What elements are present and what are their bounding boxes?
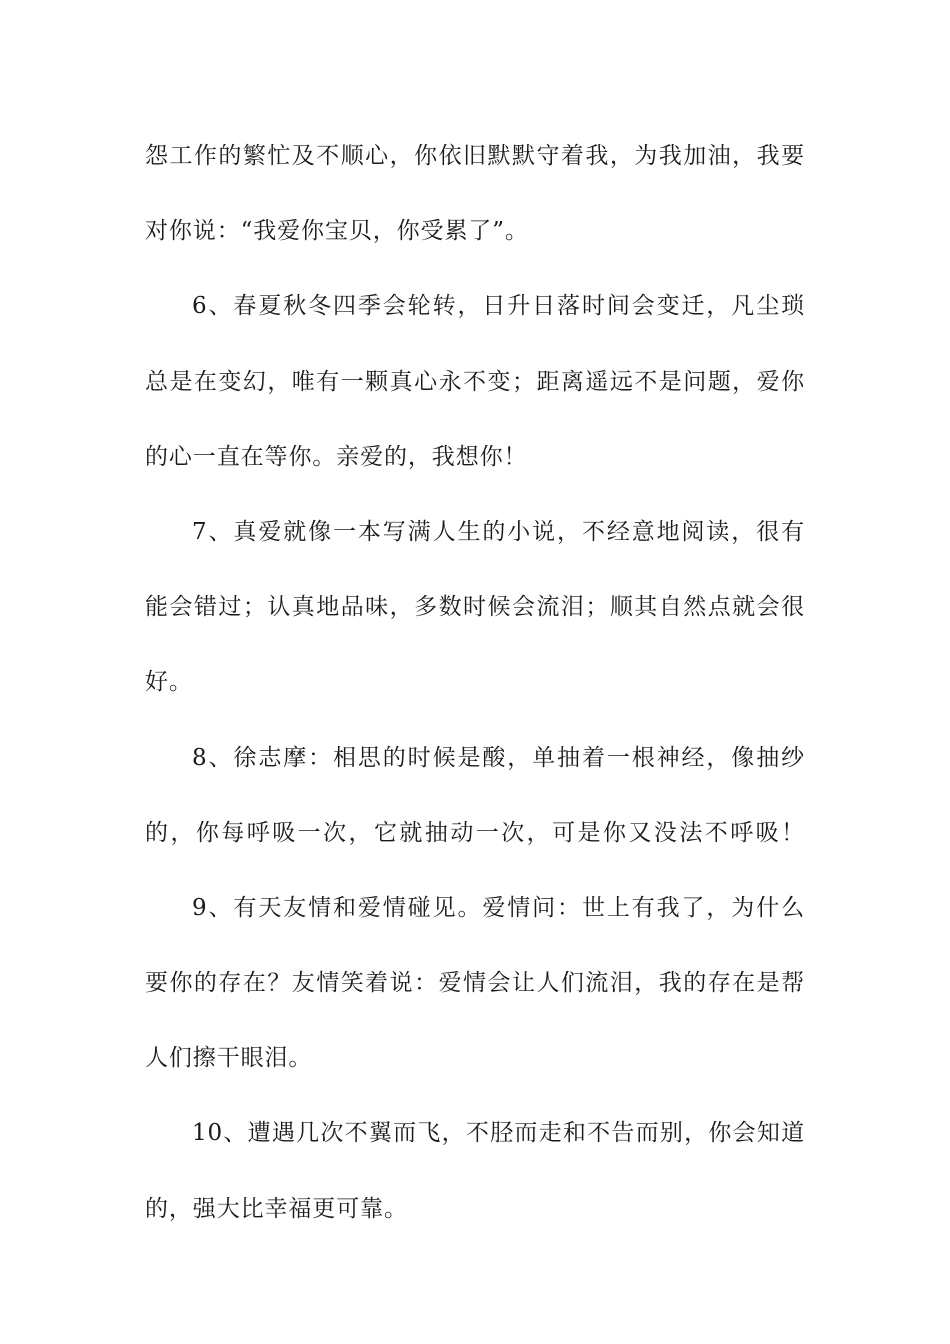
text-line-5: 的心一直在等你。亲爱的，我想你！ <box>145 443 528 470</box>
text-line-6: 7、真爱就像一本写满人生的小说，不经意地阅读，很有 <box>192 518 805 545</box>
text-line-15: 的，强大比幸福更可靠。 <box>145 1195 408 1222</box>
text-line-7: 能会错过；认真地品味，多数时候会流泪；顺其自然点就会很 <box>145 594 805 621</box>
text-line-10: 的，你每呼吸一次，它就抽动一次，可是你又没法不呼吸！ <box>145 819 805 846</box>
text-line-1: 怨工作的繁忙及不顺心，你依旧默默守着我，为我加油，我要 <box>145 143 805 169</box>
text-line-12: 要你的存在？友情笑着说：爱情会让人们流泪，我的存在是帮 <box>145 970 805 997</box>
text-line-9: 8、徐志摩：相思的时候是酸，单抽着一根神经，像抽纱 <box>192 744 805 771</box>
text-line-14: 10、遭遇几次不翼而飞，不胫而走和不告而别，你会知道 <box>192 1120 805 1147</box>
document-body <box>145 119 805 1247</box>
text-line-3: 6、春夏秋冬四季会轮转，日升日落时间会变迁，凡尘琐 <box>192 293 805 320</box>
text-line-4: 总是在变幻，唯有一颗真心永不变；距离遥远不是问题，爱你 <box>145 368 805 395</box>
text-line-8: 好。 <box>145 669 193 696</box>
text-line-11: 9、有天友情和爱情碰见。爱情问：世上有我了，为什么 <box>192 894 805 921</box>
text-line-2: 对你说：“我爱你宝贝，你受累了”。 <box>145 218 529 245</box>
text-line-13: 人们擦干眼泪。 <box>145 1045 313 1072</box>
